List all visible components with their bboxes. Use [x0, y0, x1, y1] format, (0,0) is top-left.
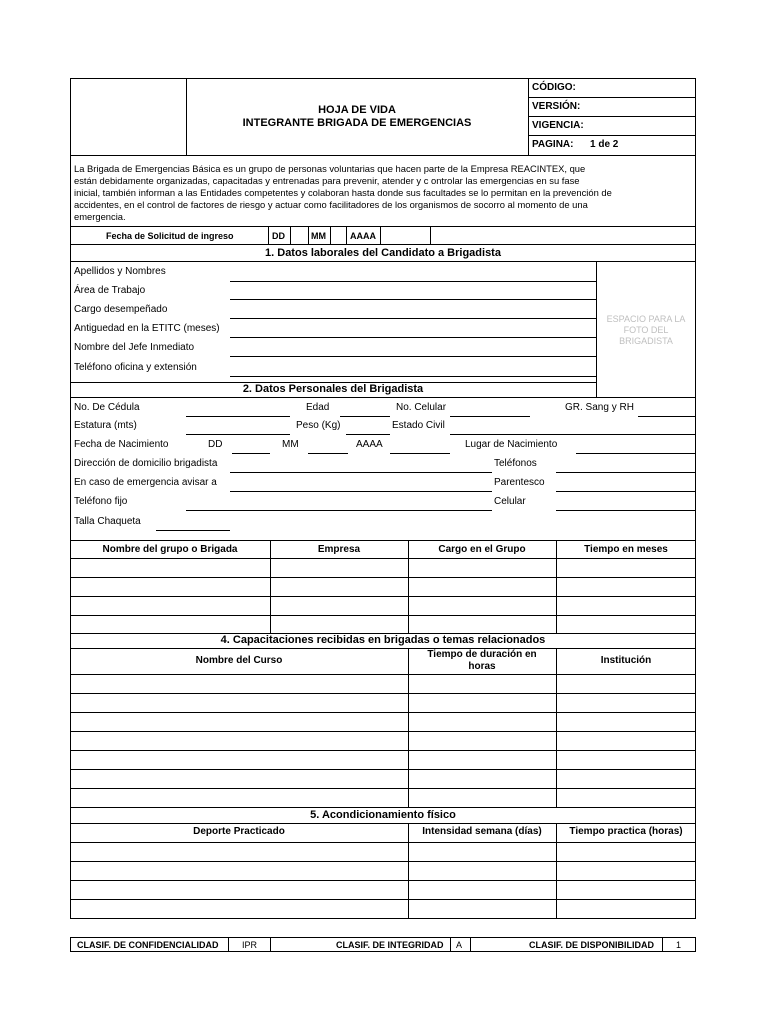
section4-title: 4. Capacitaciones recibidas en brigadas o temas relacionados — [220, 634, 546, 646]
intro-line: están debidamente organizadas, capacitadas y entrenadas para prevenir, atender y c ontrolar las emergencias en su fase — [74, 175, 580, 186]
peso-label: Peso (Kg) — [296, 420, 341, 431]
row-line — [70, 577, 696, 578]
row-line — [70, 693, 696, 694]
pagina-value: 1 de 2 — [590, 139, 619, 150]
row-line — [70, 769, 696, 770]
section5-title: 5. Acondicionamiento físico — [310, 809, 456, 821]
table-header: Tiempo de duración en — [427, 649, 537, 660]
row-line — [70, 861, 696, 862]
edad-input[interactable] — [340, 416, 390, 417]
celular-input[interactable] — [556, 510, 696, 511]
estado-civil-label: Estado Civil — [392, 420, 445, 431]
row-line — [70, 899, 696, 900]
estatura-input[interactable] — [186, 434, 290, 435]
field-label: Apellidos y Nombres — [74, 266, 166, 277]
field-label: Cargo desempeñado — [74, 304, 168, 315]
gr-sang-input[interactable] — [638, 416, 696, 417]
cargo-desempenado-input[interactable] — [230, 318, 596, 319]
intro-line: inicial, también informan a las Entidades competentes y colaboran hasta donde sus facultades se lo permitan en la prevención de — [74, 187, 612, 198]
fecha-mm-input[interactable] — [331, 227, 346, 243]
edad-label: Edad — [306, 402, 330, 413]
row-line — [70, 648, 696, 649]
table-header: horas — [468, 661, 496, 672]
document-subtitle: INTEGRANTE BRIGADA DE EMERGENCIAS — [242, 117, 472, 129]
cedula-label: No. De Cédula — [74, 402, 140, 413]
table-header: Empresa — [317, 544, 361, 555]
parentesco-label: Parentesco — [494, 477, 545, 488]
jefe-inmediato-input[interactable] — [230, 356, 596, 357]
cell-divider — [346, 226, 347, 244]
field-label: Teléfono oficina y extensión — [74, 362, 197, 373]
talla-input[interactable] — [156, 530, 230, 531]
cell-divider — [268, 226, 269, 244]
cell-divider — [270, 937, 271, 952]
celular-no-input[interactable] — [450, 416, 530, 417]
lugar-nac-label: Lugar de Nacimiento — [465, 439, 558, 450]
row-line — [70, 788, 696, 789]
intro-line: accidentes, en el control de factores de riesgo y actuar como facilitadores de los organismos de socorro al momento de una — [74, 199, 588, 210]
photo-placeholder-text: ESPACIO PARA LA — [606, 314, 686, 324]
cell-divider — [228, 937, 229, 952]
table-header: Cargo en el Grupo — [438, 544, 526, 555]
cell-divider — [662, 937, 663, 952]
cell-divider — [308, 226, 309, 244]
fecha-dd-input[interactable] — [291, 227, 308, 243]
row-line — [70, 596, 696, 597]
row-line — [70, 615, 696, 616]
codigo-label: CÓDIGO: — [532, 82, 576, 93]
celular-no-label: No. Celular — [396, 402, 447, 413]
fecha-nac-mm: MM — [282, 439, 299, 450]
cedula-input[interactable] — [186, 416, 290, 417]
fecha-mm: MM — [311, 231, 326, 241]
fecha-nac-label: Fecha de Nacimiento — [74, 439, 169, 450]
celular-label: Celular — [494, 496, 526, 507]
gr-sang-label: GR. Sang y RH — [565, 402, 634, 413]
header-bottom-line — [70, 155, 696, 156]
row-line — [70, 540, 696, 541]
field-label: Antiguedad en la ETITC (meses) — [74, 323, 220, 334]
integ-value: A — [456, 940, 463, 950]
disp-value: 1 — [676, 940, 682, 950]
row-line — [70, 674, 696, 675]
cell-divider — [470, 937, 471, 952]
emergencia-input[interactable] — [230, 491, 492, 492]
direccion-label: Dirección de domicilio brigadista — [74, 458, 218, 469]
fecha-dd: DD — [272, 231, 285, 241]
row-line — [70, 397, 696, 398]
fecha-nac-aaaa-input[interactable] — [390, 453, 450, 454]
field-label: Área de Trabajo — [74, 285, 146, 296]
meta-row-line — [528, 97, 696, 98]
row-line — [70, 558, 696, 559]
estatura-label: Estatura (mts) — [74, 420, 137, 431]
conf-label: CLASIF. DE CONFIDENCIALIDAD — [77, 940, 219, 950]
row-line — [70, 823, 696, 824]
telefono-oficina-input[interactable] — [230, 376, 596, 377]
peso-input[interactable] — [346, 434, 390, 435]
fecha-aaaa-input[interactable] — [381, 227, 430, 243]
row-line — [70, 244, 696, 245]
table-header: Tiempo en meses — [584, 544, 668, 555]
row-line — [70, 880, 696, 881]
fecha-nac-mm-input[interactable] — [308, 453, 348, 454]
table-header: Deporte Practicado — [193, 826, 285, 837]
fecha-aaaa: AAAA — [350, 231, 376, 241]
telefonos-input[interactable] — [556, 472, 696, 473]
meta-row-line — [528, 135, 696, 136]
parentesco-input[interactable] — [556, 491, 696, 492]
table-header: Nombre del Curso — [195, 655, 283, 666]
conf-value: IPR — [242, 940, 258, 950]
pagina-label: PAGINA: — [532, 139, 574, 150]
fecha-nac-dd: DD — [208, 439, 223, 450]
integ-label: CLASIF. DE INTEGRIDAD — [336, 940, 444, 950]
area-trabajo-input[interactable] — [230, 299, 596, 300]
direccion-input[interactable] — [230, 472, 492, 473]
row-line — [70, 712, 696, 713]
estado-civil-input[interactable] — [450, 434, 696, 435]
telefono-fijo-input[interactable] — [186, 510, 492, 511]
meta-row-line — [528, 116, 696, 117]
version-label: VERSIÓN: — [532, 101, 581, 112]
table-header: Nombre del grupo o Brigada — [102, 544, 238, 555]
section2-title: 2. Datos Personales del Brigadista — [242, 383, 424, 395]
cell-divider — [430, 226, 431, 244]
cell-divider — [450, 937, 451, 952]
row-line — [70, 842, 696, 843]
lugar-nac-input[interactable] — [576, 453, 696, 454]
apellidos-nombres-input[interactable] — [230, 281, 596, 282]
emergencia-label: En caso de emergencia avisar a — [74, 477, 217, 488]
fecha-nac-aaaa: AAAA — [356, 439, 383, 450]
antiguedad-input[interactable] — [230, 337, 596, 338]
disp-label: CLASIF. DE DISPONIBILIDAD — [529, 940, 655, 950]
intro-line: La Brigada de Emergencias Básica es un grupo de personas voluntarias que hacen parte de la Empresa REACINTEX, que — [74, 163, 586, 174]
field-label: Nombre del Jefe Inmediato — [74, 342, 195, 353]
table-header: Intensidad semana (días) — [422, 826, 542, 837]
fecha-solicitud-label: Fecha de Solicitud de ingreso — [106, 231, 234, 241]
fecha-nac-dd-input[interactable] — [232, 453, 270, 454]
row-line — [70, 807, 696, 808]
table-header: Tiempo practica (horas) — [569, 826, 683, 837]
vigencia-label: VIGENCIA: — [532, 120, 584, 131]
row-line — [70, 731, 696, 732]
document-title: HOJA DE VIDA — [318, 104, 396, 116]
col-divider — [556, 648, 557, 807]
photo-placeholder-text: BRIGADISTA — [619, 336, 673, 346]
table-header: Institución — [600, 655, 652, 666]
telefonos-label: Teléfonos — [494, 458, 537, 469]
intro-line: emergencia. — [74, 211, 126, 222]
photo-placeholder-text: FOTO DEL — [623, 325, 669, 335]
talla-label: Talla Chaqueta — [74, 516, 141, 527]
row-line — [70, 750, 696, 751]
section1-title: 1. Datos laborales del Candidato a Brigadista — [265, 247, 501, 259]
telefono-fijo-label: Teléfono fijo — [74, 496, 128, 507]
